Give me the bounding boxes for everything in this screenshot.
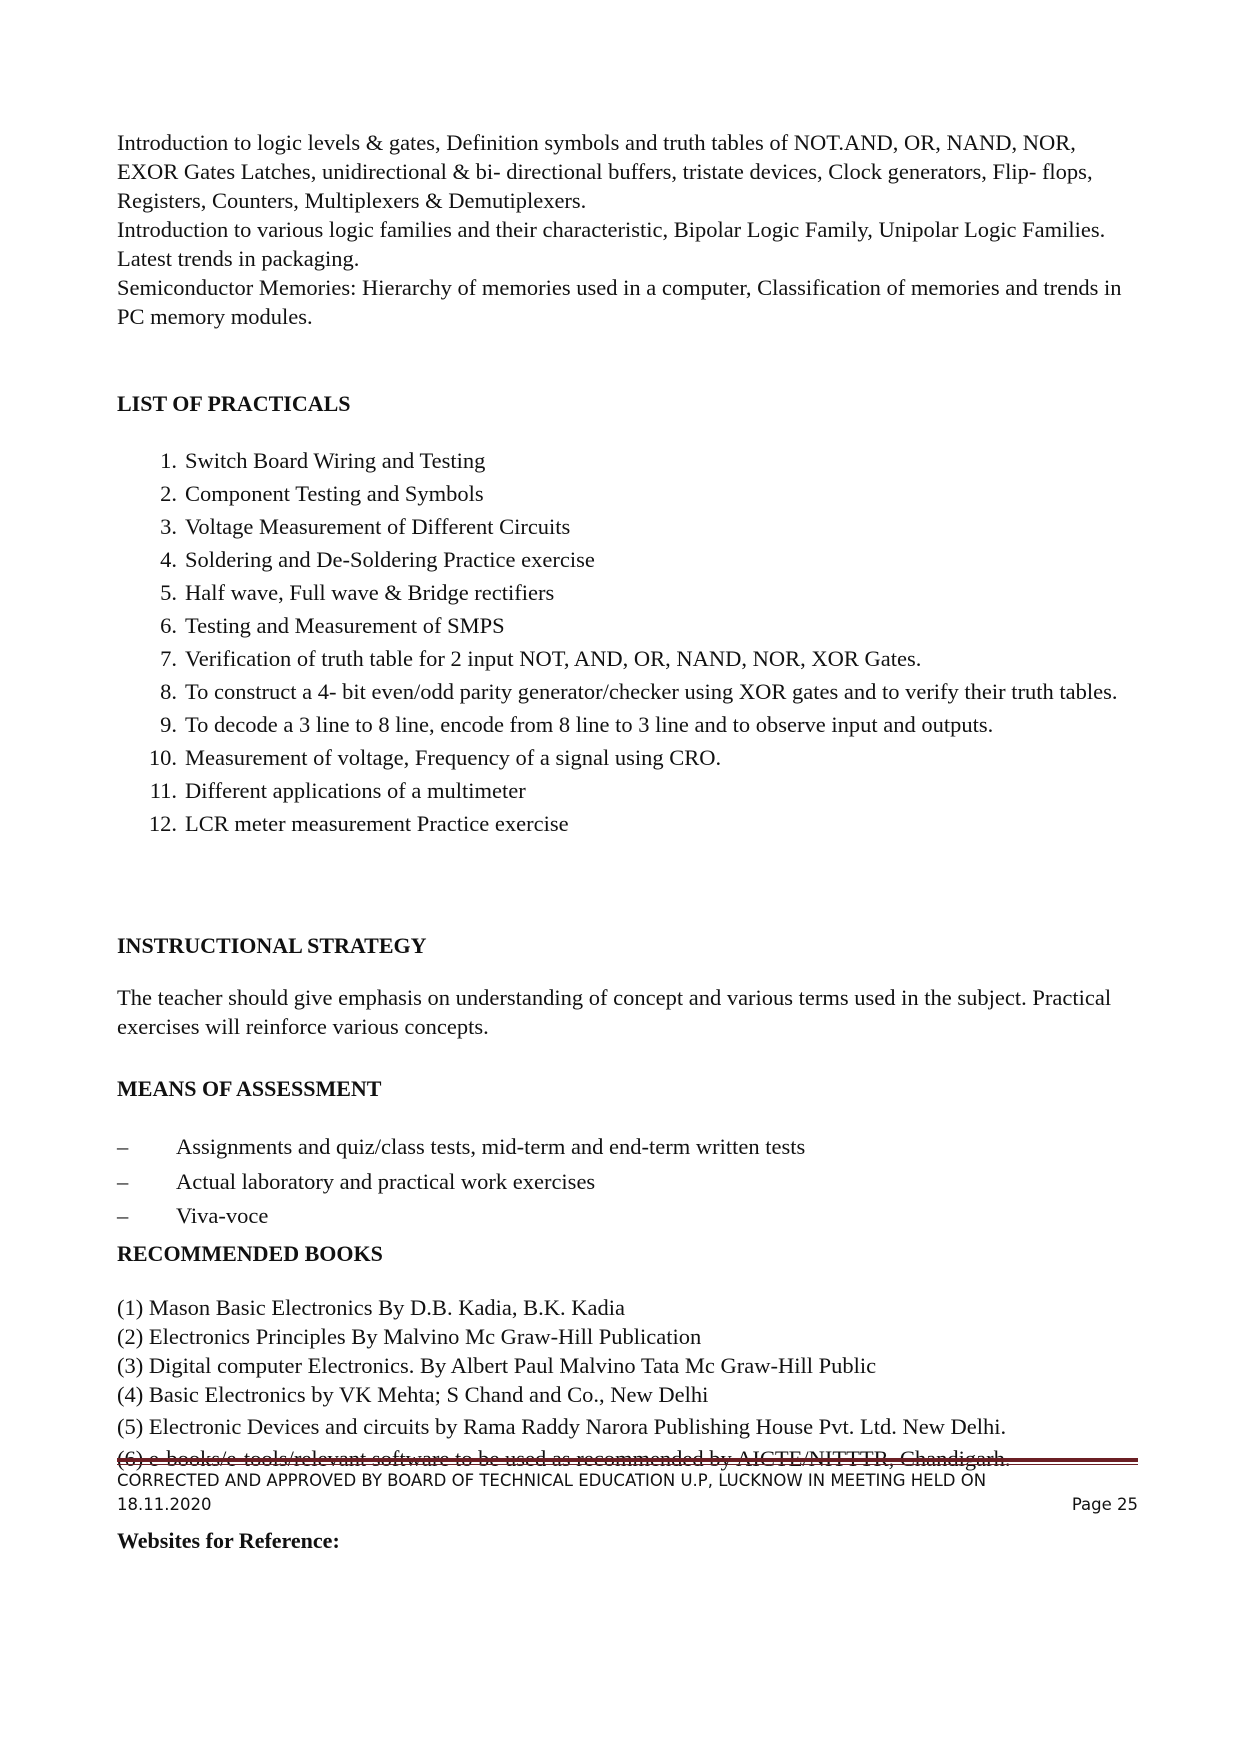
practicals-list [139,444,1139,840]
list-item [139,708,1139,741]
list-item [117,1130,805,1165]
item-text: Component Testing and Symbols [185,481,484,506]
list-item [139,642,1139,675]
books-heading: RECOMMENDED BOOKS [117,1241,383,1266]
intro-paragraph: Introduction to various logic families and their characteristic, Bipolar Logic Family, Unipolar Logic Families. Latest trends in packaging. [117,217,1106,271]
list-item [139,675,1139,708]
list-item: (3) Digital computer Electronics. By Albert Paul Malvino Tata Mc Graw-Hill Public [117,1353,877,1378]
item-number: 9. [160,712,177,737]
item-number: 6. [160,613,177,638]
assessment-heading: MEANS OF ASSESSMENT [117,1076,382,1101]
item-text: Verification of truth table for 2 input NOT, AND, OR, NAND, NOR, XOR Gates. [185,646,922,671]
list-item [139,741,1139,774]
item-text: Half wave, Full wave & Bridge rectifiers [185,580,555,605]
page-number: Page 25 [1071,1495,1138,1514]
list-item: (4) Basic Electronics by VK Mehta; S Chand and Co., New Delhi [117,1382,709,1407]
intro-paragraph: Introduction to logic levels & gates, Definition symbols and truth tables of NOT.AND, OR, NAND, NOR, EXOR Gates Latches, unidirectional & bi- directional buffers, tristate devices, Clock generators, Flip- flops, Registers, Counters, Multiplexers & Demutiplexers. [117,130,1093,213]
list-item [139,807,1139,840]
list-item: (2) Electronics Principles By Malvino Mc Graw-Hill Publication [117,1324,702,1349]
intro-text [117,128,1137,331]
footer-rule-thin [117,1464,1138,1465]
item-text: To decode a 3 line to 8 line, encode from 8 line to 3 line and to observe input and outputs. [185,712,994,737]
item-number: 8. [160,679,177,704]
list-item: (5) Electronic Devices and circuits by Rama Raddy Narora Publishing House Pvt. Ltd. New Delhi. [117,1414,1007,1439]
item-text: Soldering and De-Soldering Practice exercise [185,547,595,572]
practicals-heading: LIST OF PRACTICALS [117,391,351,416]
list-item [117,1165,805,1200]
dash-bullet: – [117,1134,129,1159]
item-text: LCR meter measurement Practice exercise [185,811,569,836]
item-number: 11. [149,778,177,803]
websites-heading: Websites for Reference: [117,1528,340,1553]
intro-paragraph: Semiconductor Memories: Hierarchy of memories used in a computer, Classification of memories and trends in PC memory modules. [117,275,1122,329]
item-number: 10. [148,745,177,770]
item-number: 7. [160,646,177,671]
item-number: 3. [160,514,177,539]
dash-bullet: – [117,1168,129,1194]
strategy-heading: INSTRUCTIONAL STRATEGY [117,933,427,958]
dash-bullet: – [117,1203,129,1228]
item-text: Switch Board Wiring and Testing [185,448,486,473]
list-item [139,510,1139,543]
books-list [117,1293,1011,1473]
list-item [139,477,1139,510]
list-item [117,1199,805,1234]
list-item: (1) Mason Basic Electronics By D.B. Kadia, B.K. Kadia [117,1295,626,1320]
item-text: Measurement of voltage, Frequency of a signal using CRO. [185,745,722,770]
item-number: 1. [160,448,177,473]
item-number: 12. [148,811,177,836]
item-number: 4. [160,547,177,572]
assessment-list [117,1130,805,1234]
item-number: 5. [160,580,177,605]
item-text: Different applications of a multimeter [185,778,526,803]
footer-date: 18.11.2020 [117,1495,212,1514]
item-text: Testing and Measurement of SMPS [185,613,505,638]
strategy-text: The teacher should give emphasis on understanding of concept and various terms used in the subject. Practical exercises will reinforce various concepts. [117,985,1112,1039]
item-text: Assignments and quiz/class tests, mid-term and end-term written tests [176,1134,806,1159]
item-text: Actual laboratory and practical work exercises [176,1168,596,1194]
footer-rule [117,1458,1138,1462]
list-item [139,609,1139,642]
list-item [139,576,1139,609]
item-text: Voltage Measurement of Different Circuits [185,514,571,539]
page-footer [117,1469,1138,1517]
list-item [139,774,1139,807]
item-number: 2. [160,481,177,506]
item-text: Viva-voce [176,1203,269,1228]
item-text: To construct a 4- bit even/odd parity generator/checker using XOR gates and to verify their truth tables. [185,679,1118,704]
footer-row [117,1493,1138,1517]
footer-approval-text: CORRECTED AND APPROVED BY BOARD OF TECHNICAL EDUCATION U.P, LUCKNOW IN MEETING HELD ON [117,1471,987,1490]
list-item [139,444,1139,477]
list-item [139,543,1139,576]
